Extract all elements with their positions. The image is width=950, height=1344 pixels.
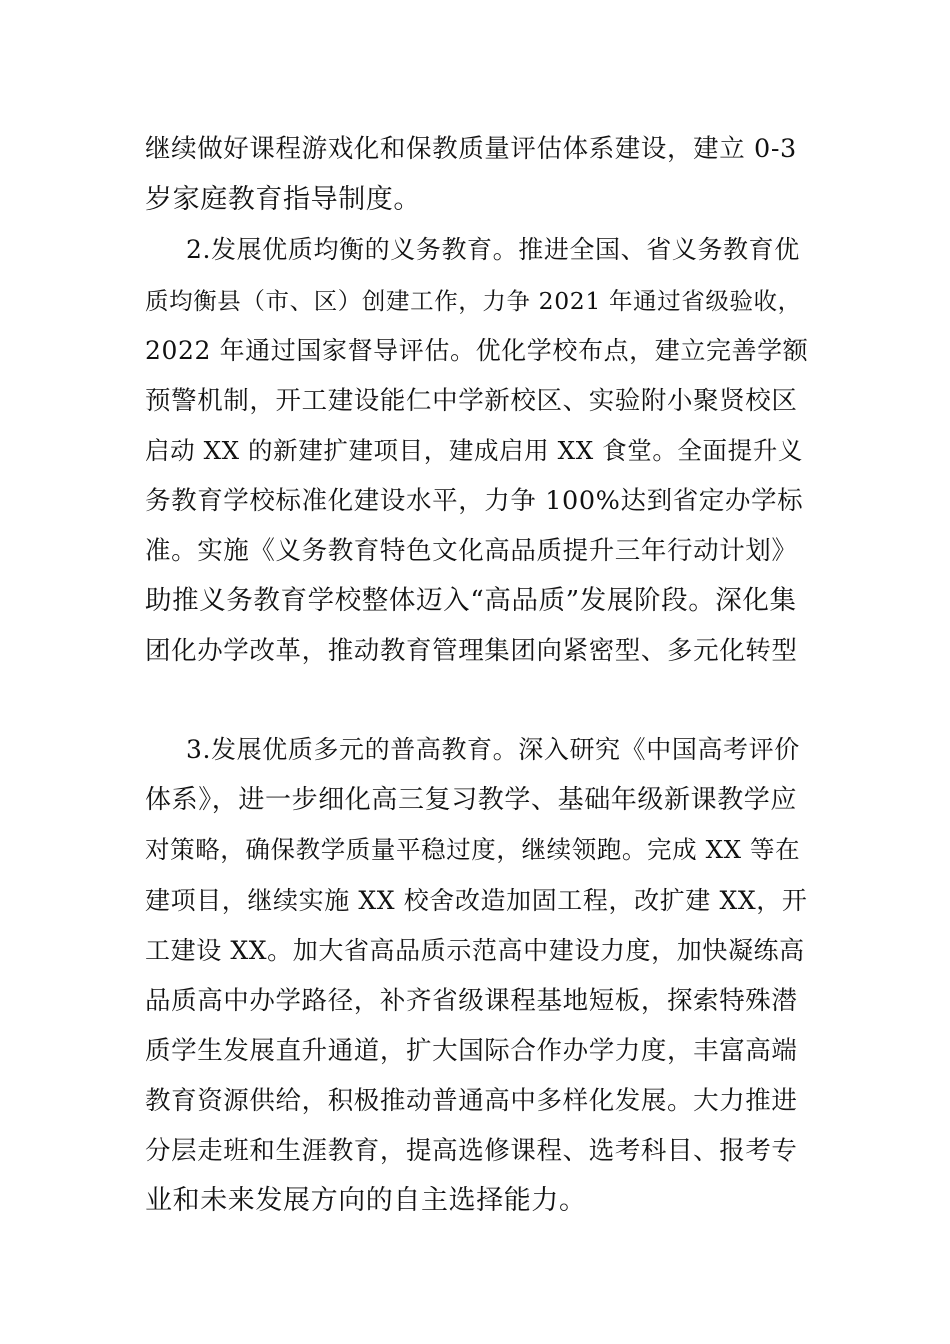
text-line: 业和未来发展方向的自主选择能力。 xyxy=(145,1185,587,1216)
text-line: 准。实施《义务教育特色文化高品质提升三年行动计划》 xyxy=(145,536,798,566)
text-line: 启动 XX 的新建扩建项目，建成启用 XX 食堂。全面提升义 xyxy=(145,436,803,465)
text-line: 品质高中办学路径，补齐省级课程基地短板，探索特殊潜 xyxy=(145,986,798,1016)
text-line: 2022 年通过国家督导评估。优化学校布点，建立完善学额 xyxy=(145,336,809,365)
text-line: 建项目，继续实施 XX 校舍改造加固工程，改扩建 XX，开 xyxy=(145,886,808,915)
text-line: 对策略，确保教学质量平稳过度，继续领跑。完成 XX 等在 xyxy=(145,835,801,864)
text-line: 质学生发展直升通道，扩大国际合作办学力度，丰富高端 xyxy=(145,1036,798,1066)
text-line: 体系》，进一步细化高三复习教学、基础年级新课教学应 xyxy=(145,785,798,815)
text-line: 助推义务教育学校整体迈入“高品质”发展阶段。深化集 xyxy=(145,585,797,616)
text-line: 工建设 XX。加大省高品质示范高中建设力度，加快凝练高 xyxy=(145,936,805,965)
text-line: 岁家庭教育指导制度。 xyxy=(145,184,421,215)
paragraph-heading-line: 2.发展优质均衡的义务教育。推进全国、省义务教育优 xyxy=(186,235,800,264)
text-line: 预警机制，开工建设能仁中学新校区、实验附小聚贤校区 xyxy=(145,386,798,416)
text-line: 继续做好课程游戏化和保教质量评估体系建设，建立 0-3 xyxy=(145,134,797,164)
text-line: 务教育学校标准化建设水平，力争 100%达到省定办学标 xyxy=(145,486,804,516)
text-line: 教育资源供给，积极推动普通高中多样化发展。大力推进 xyxy=(145,1086,798,1116)
text-line: 质均衡县（市、区）创建工作，力争 2021 年通过省级验收， xyxy=(145,287,802,315)
text-line: 分层走班和生涯教育，提高选修课程、选考科目、报考专 xyxy=(145,1136,798,1166)
text-line: 团化办学改革，推动教育管理集团向紧密型、多元化转型 xyxy=(145,636,798,666)
paragraph-heading-line: 3.发展优质多元的普高教育。深入研究《中国高考评价 xyxy=(186,735,800,764)
